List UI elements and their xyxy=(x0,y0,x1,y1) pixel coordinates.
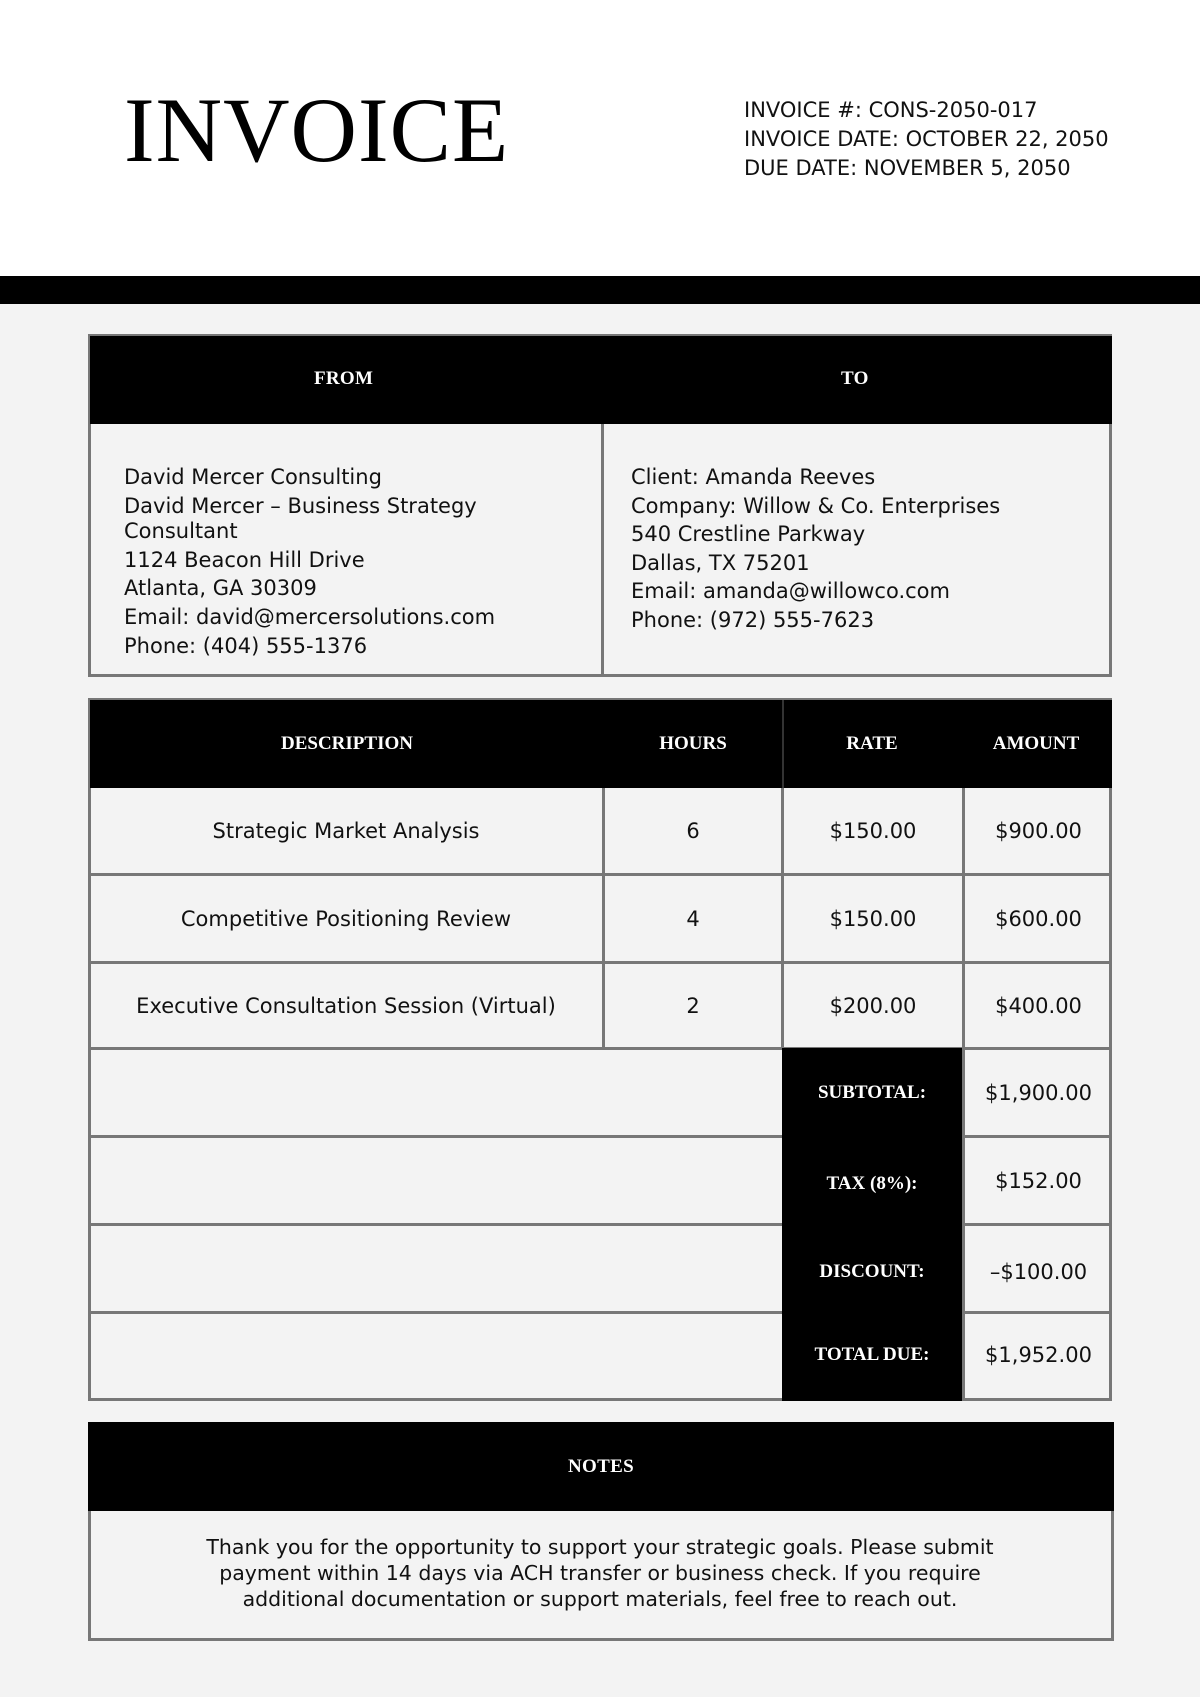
parties-divider xyxy=(601,424,604,675)
notes-header: NOTES xyxy=(88,1422,1114,1511)
item-amount: $600.00 xyxy=(995,906,1082,931)
from-line: David Mercer – Business Strategy xyxy=(124,493,477,518)
item-amount: $400.00 xyxy=(995,993,1082,1018)
tax-value: $152.00 xyxy=(995,1168,1082,1193)
notes-text xyxy=(100,1534,1100,1612)
to-line: Company: Willow & Co. Enterprises xyxy=(631,493,1001,518)
notes-line: Thank you for the opportunity to support your strategic goals. Please submit xyxy=(206,1535,994,1559)
from-to-header xyxy=(90,336,1112,424)
from-line: Atlanta, GA 30309 xyxy=(124,576,317,601)
item-description: Strategic Market Analysis xyxy=(212,818,480,843)
column-header-rate: RATE xyxy=(782,700,960,788)
to-label: TO xyxy=(841,368,869,389)
invoice-date: INVOICE DATE: OCTOBER 22, 2050 xyxy=(744,127,1109,151)
to-line: Email: amanda@willowco.com xyxy=(631,579,950,604)
from-line: Consultant xyxy=(124,519,238,544)
subtotal-label: SUBTOTAL: xyxy=(782,1050,962,1135)
total-due-label: TOTAL DUE: xyxy=(782,1314,962,1396)
to-details xyxy=(631,463,1000,635)
to-line: Client: Amanda Reeves xyxy=(631,465,876,489)
item-amount: $900.00 xyxy=(995,818,1082,843)
notes-line: payment within 14 days via ACH transfer or business check. If you require xyxy=(219,1561,981,1585)
tax-label: TAX (8%): xyxy=(782,1138,962,1230)
item-hours: 2 xyxy=(686,993,700,1018)
invoice-meta xyxy=(744,96,1109,183)
to-line: Dallas, TX 75201 xyxy=(631,550,810,575)
from-line: Phone: (404) 555-1376 xyxy=(124,633,368,658)
notes-line: additional documentation or support materials, feel free to reach out. xyxy=(242,1587,958,1611)
from-line: Email: david@mercersolutions.com xyxy=(124,604,496,629)
column-header-description: DESCRIPTION xyxy=(90,700,604,788)
invoice-title: INVOICE xyxy=(124,79,510,181)
invoice-header xyxy=(0,0,1200,276)
from-line: 1124 Beacon Hill Drive xyxy=(124,547,365,572)
from-line: David Mercer Consulting xyxy=(124,465,382,489)
item-hours: 6 xyxy=(686,818,700,843)
to-line: 540 Crestline Parkway xyxy=(631,522,866,547)
total-due-value: $1,952.00 xyxy=(985,1343,1092,1367)
item-rate: $150.00 xyxy=(829,906,917,931)
header-divider-band xyxy=(0,276,1200,304)
discount-value: –$100.00 xyxy=(989,1260,1088,1284)
to-line: Phone: (972) 555-7623 xyxy=(631,607,875,632)
item-hours: 4 xyxy=(686,906,700,931)
discount-label: DISCOUNT: xyxy=(782,1226,962,1318)
due-date: DUE DATE: NOVEMBER 5, 2050 xyxy=(744,156,1071,180)
item-description: Executive Consultation Session (Virtual) xyxy=(136,993,556,1018)
from-details xyxy=(124,463,495,660)
item-description: Competitive Positioning Review xyxy=(180,906,512,931)
invoice-number: INVOICE #: CONS-2050-017 xyxy=(744,98,1038,122)
subtotal-value: $1,900.00 xyxy=(985,1080,1092,1105)
from-label: FROM xyxy=(314,368,374,389)
column-header-amount: AMOUNT xyxy=(960,700,1112,788)
item-rate: $200.00 xyxy=(829,993,917,1018)
item-rate: $150.00 xyxy=(829,818,917,843)
column-header-hours: HOURS xyxy=(604,700,782,788)
